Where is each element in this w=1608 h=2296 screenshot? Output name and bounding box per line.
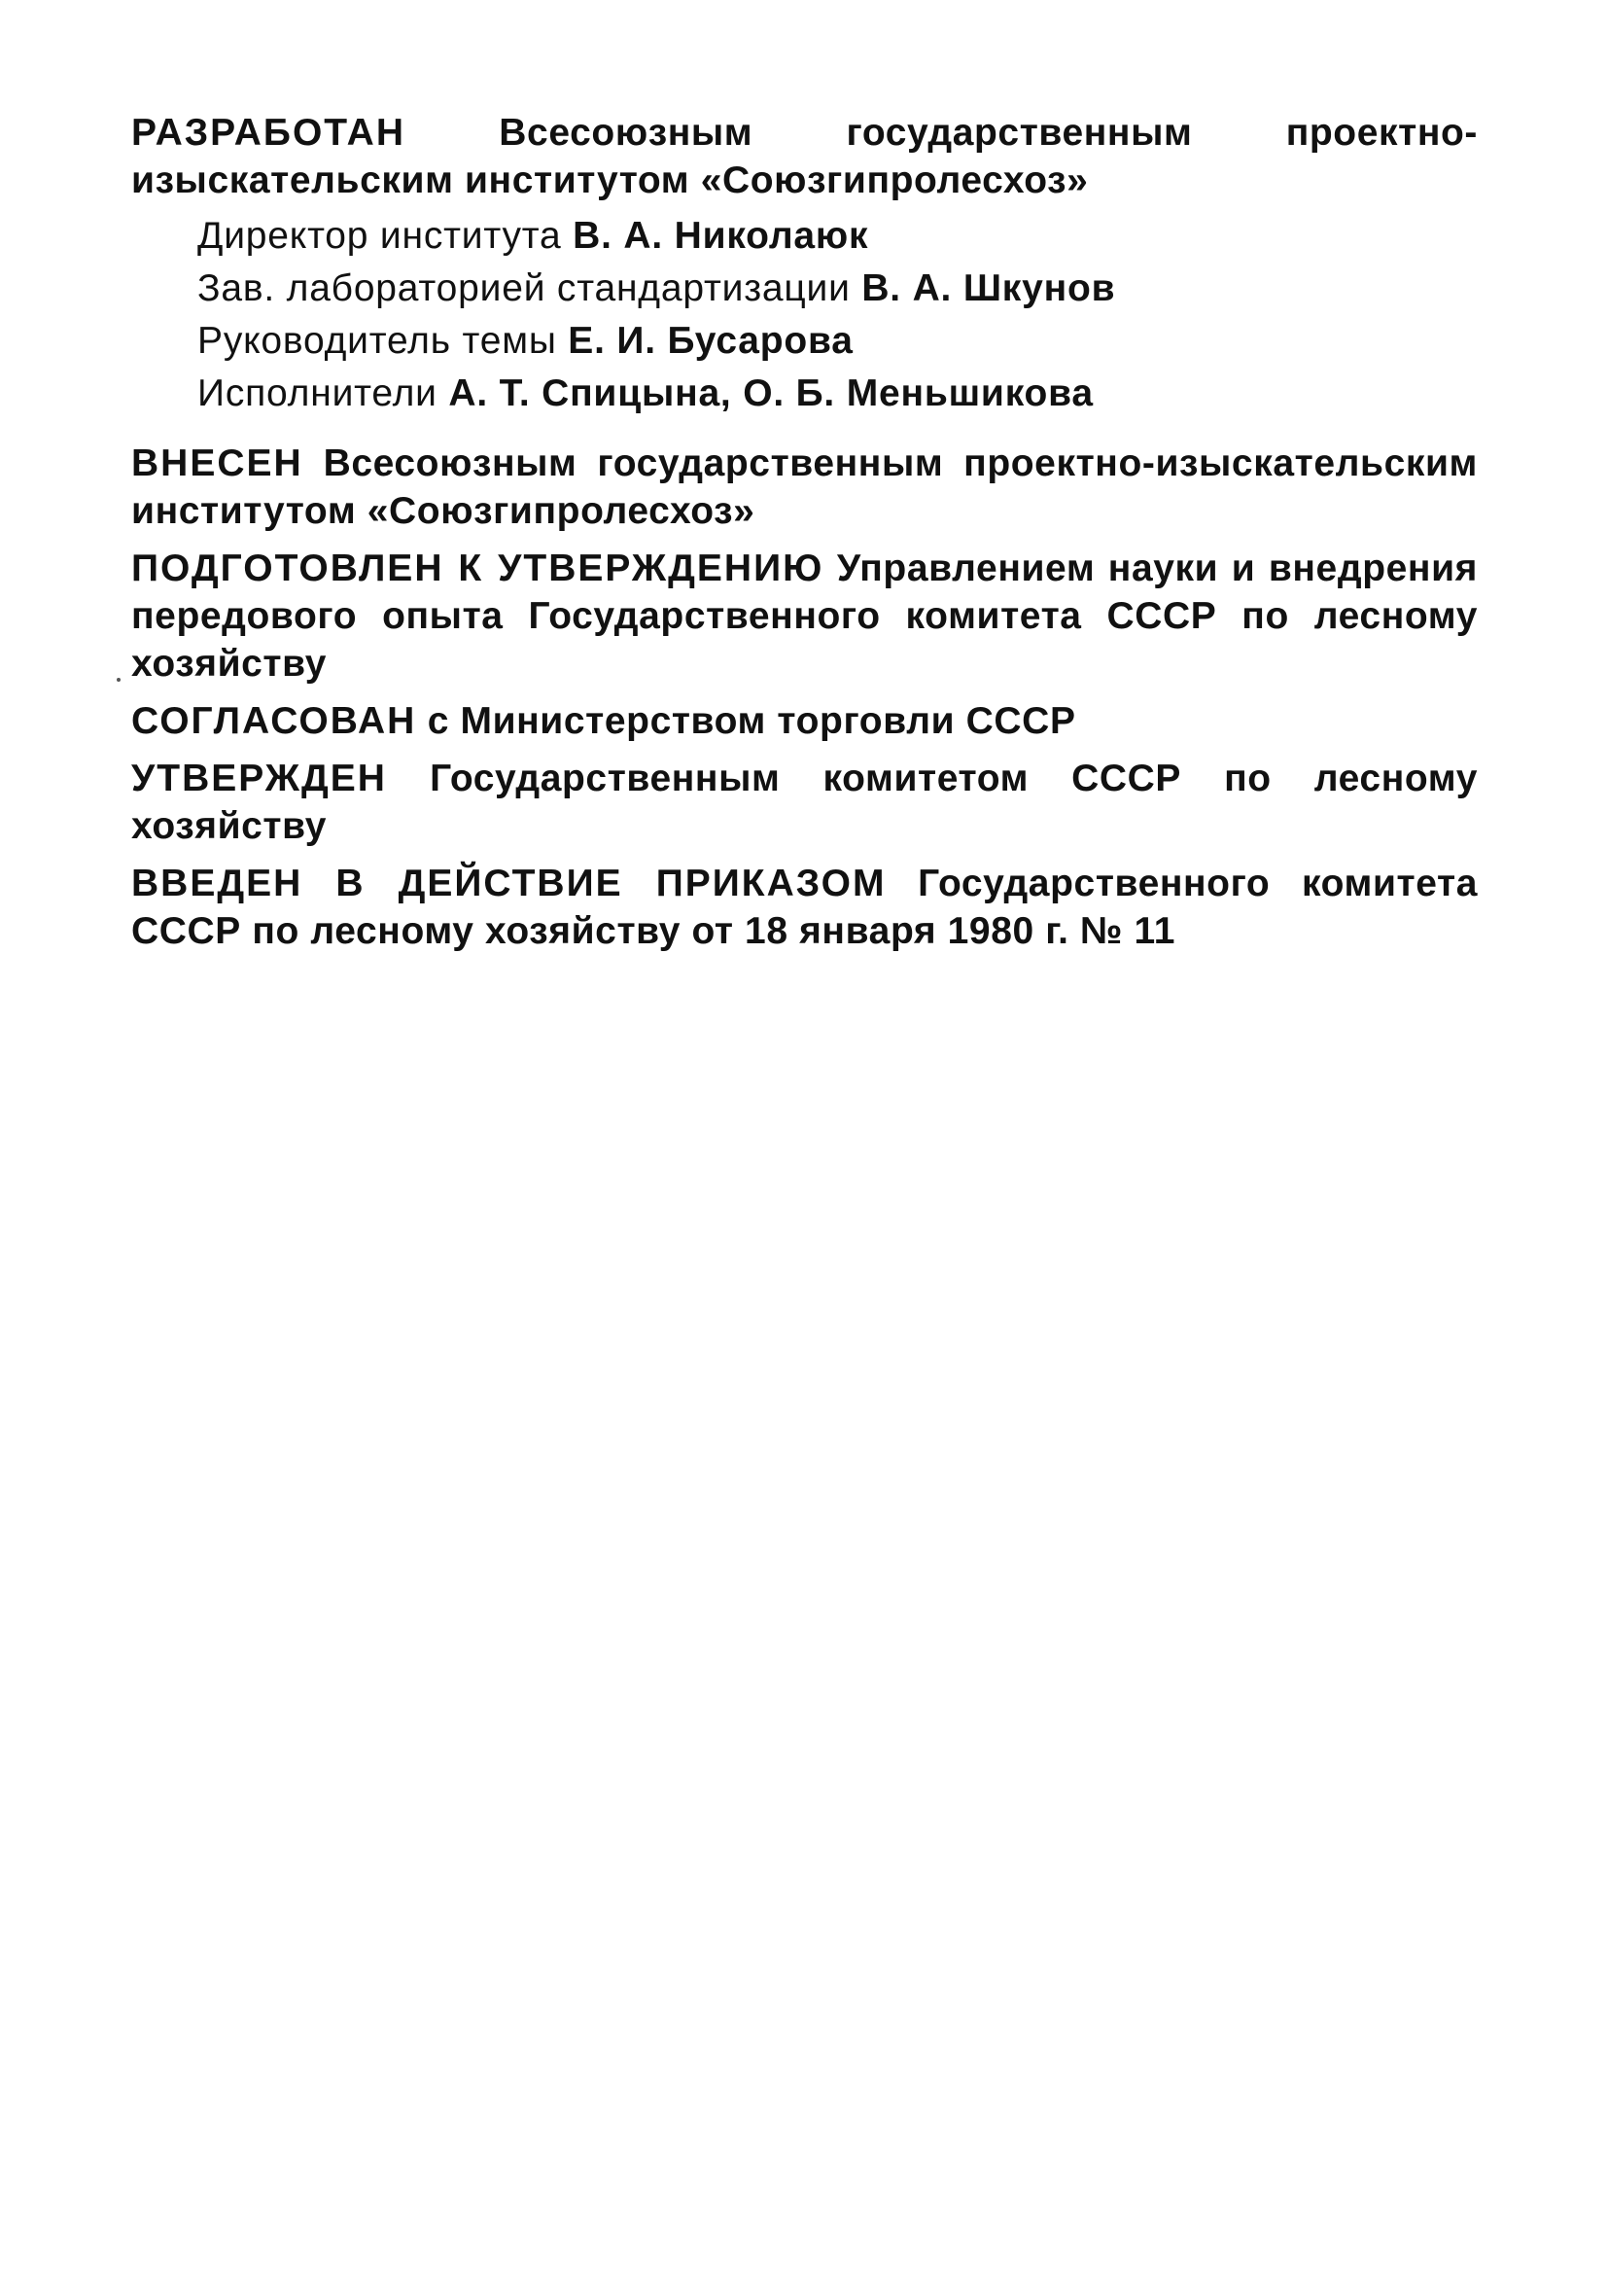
approved-lead: УТВЕРЖДЕН — [131, 758, 387, 799]
document-page — [131, 109, 1478, 965]
enacted-lead: ВВЕДЕН В ДЕЙСТВИЕ ПРИКАЗОМ — [131, 863, 887, 904]
staff-name: В. А. Николаюк — [573, 215, 869, 257]
introduced-text: Всесоюзным государственным проектно-изыскательским институтом «Союзгипролесхоз» — [131, 442, 1478, 532]
staff-name: Е. И. Бусарова — [568, 320, 854, 362]
staff-topic-lead — [131, 315, 1478, 368]
introduced-lead: ВНЕСЕН — [131, 442, 303, 484]
staff-role: Директор института — [197, 215, 562, 257]
staff-name: В. А. Шкунов — [861, 267, 1116, 309]
developed-paragraph — [131, 109, 1478, 204]
agreed-text: с Министерством торговли СССР — [427, 700, 1076, 742]
approved-text: Государственным комитетом СССР по лесному хозяйству — [131, 758, 1479, 847]
staff-lab-head — [131, 263, 1478, 315]
staff-director — [131, 210, 1478, 263]
introduced-paragraph — [131, 440, 1478, 535]
agreed-lead: СОГЛАСОВАН — [131, 700, 417, 742]
prepared-text: Управлением науки и внедрения передового опыта Государственного комитета СССР по лесному хозяйству — [131, 548, 1478, 685]
staff-role: Зав. лабораторией стандартизации — [197, 267, 851, 309]
developed-text: Всесоюзным государственным проектно-изыскательским институтом «Союзгипролесхоз» — [131, 112, 1478, 201]
staff-name: А. Т. Спицына, О. Б. Меньшикова — [448, 372, 1094, 414]
prepared-lead: ПОДГОТОВЛЕН К УТВЕРЖДЕНИЮ — [131, 548, 824, 589]
staff-list — [131, 210, 1478, 420]
scan-speck — [117, 678, 121, 682]
enacted-paragraph — [131, 860, 1478, 955]
staff-performers — [131, 368, 1478, 420]
staff-role: Руководитель темы — [197, 320, 557, 362]
approved-paragraph — [131, 755, 1478, 850]
enacted-text: Государственного комитета СССР по лесному хозяйству от 18 января 1980 г. № 11 — [131, 863, 1479, 952]
agreed-paragraph — [131, 697, 1478, 745]
developed-lead: РАЗРАБОТАН — [131, 112, 405, 154]
staff-role: Исполнители — [197, 372, 437, 414]
prepared-paragraph — [131, 545, 1478, 688]
